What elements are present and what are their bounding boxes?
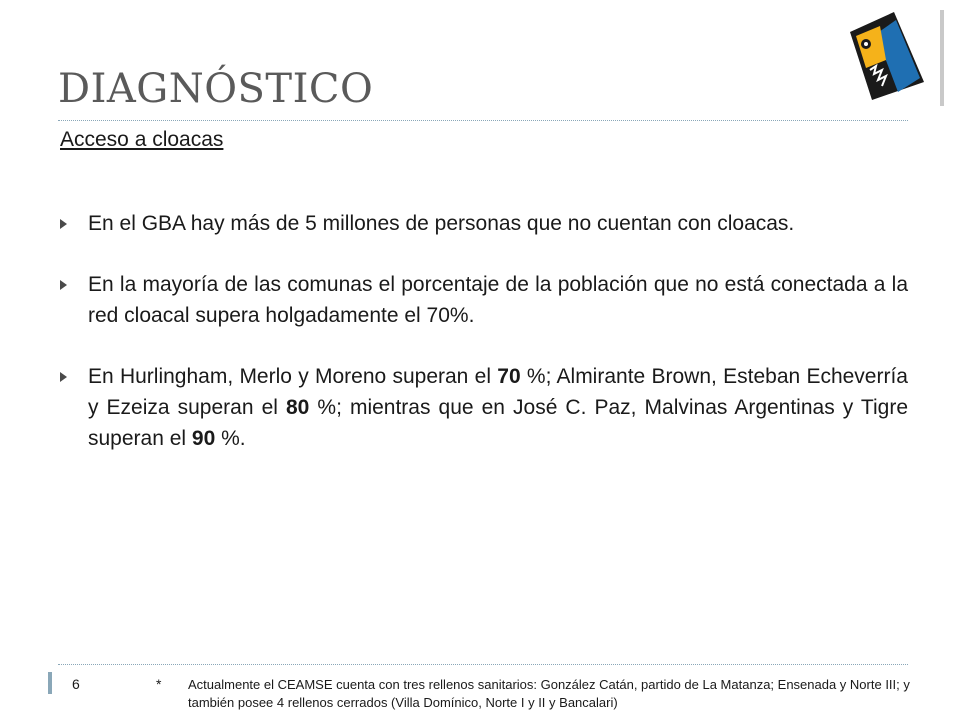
bullet-item: [60, 269, 908, 331]
bullet-text: %.: [215, 427, 246, 450]
bullet-item: [60, 361, 908, 454]
title-divider: [58, 120, 908, 121]
bullet-text: En la mayoría de las comunas el porcentaje de la población que no está conectada a la red cloacal supera holgadamente el 70%.: [88, 273, 908, 327]
bullet-bold-value: 90: [191, 427, 216, 450]
bullet-text: En el GBA hay más de 5 millones de personas que no cuentan con cloacas.: [88, 212, 795, 235]
bullet-text: %; mientras que en José C. Paz, Malvinas Argentinas y Tigre superan el: [88, 396, 908, 450]
bullet-bold-value: 70: [497, 365, 521, 388]
bullet-text: %; Almirante Brown, Esteban Echeverría y Ezeiza superan el: [88, 365, 908, 419]
footnote-text: Actualmente el CEAMSE cuenta con tres rellenos sanitarios: González Catán, partido de La Matanza; Ensenada y Norte III; y también posee 4 rellenos cerrados (Villa Domínico, Norte I y II y Bancalari): [188, 677, 910, 710]
bullet-bold-value: 80: [285, 396, 310, 419]
footer-marker: [48, 672, 52, 694]
bullet-arrow-icon: [60, 219, 67, 229]
page-number: 6: [72, 676, 80, 692]
slide-title: DIAGNÓSTICO: [58, 66, 374, 112]
slide-subtitle: Acceso a cloacas: [60, 128, 224, 151]
bullet-arrow-icon: [60, 280, 67, 290]
bullet-item: [60, 208, 908, 239]
footnote-mark: *: [156, 676, 162, 692]
logo-divider: [940, 10, 944, 106]
bird-logo-icon: [836, 10, 940, 108]
footer-divider: [58, 664, 908, 665]
bullet-list: [60, 208, 908, 484]
bullet-arrow-icon: [60, 372, 67, 382]
bullet-text: En Hurlingham, Merlo y Moreno superan el: [88, 365, 498, 388]
